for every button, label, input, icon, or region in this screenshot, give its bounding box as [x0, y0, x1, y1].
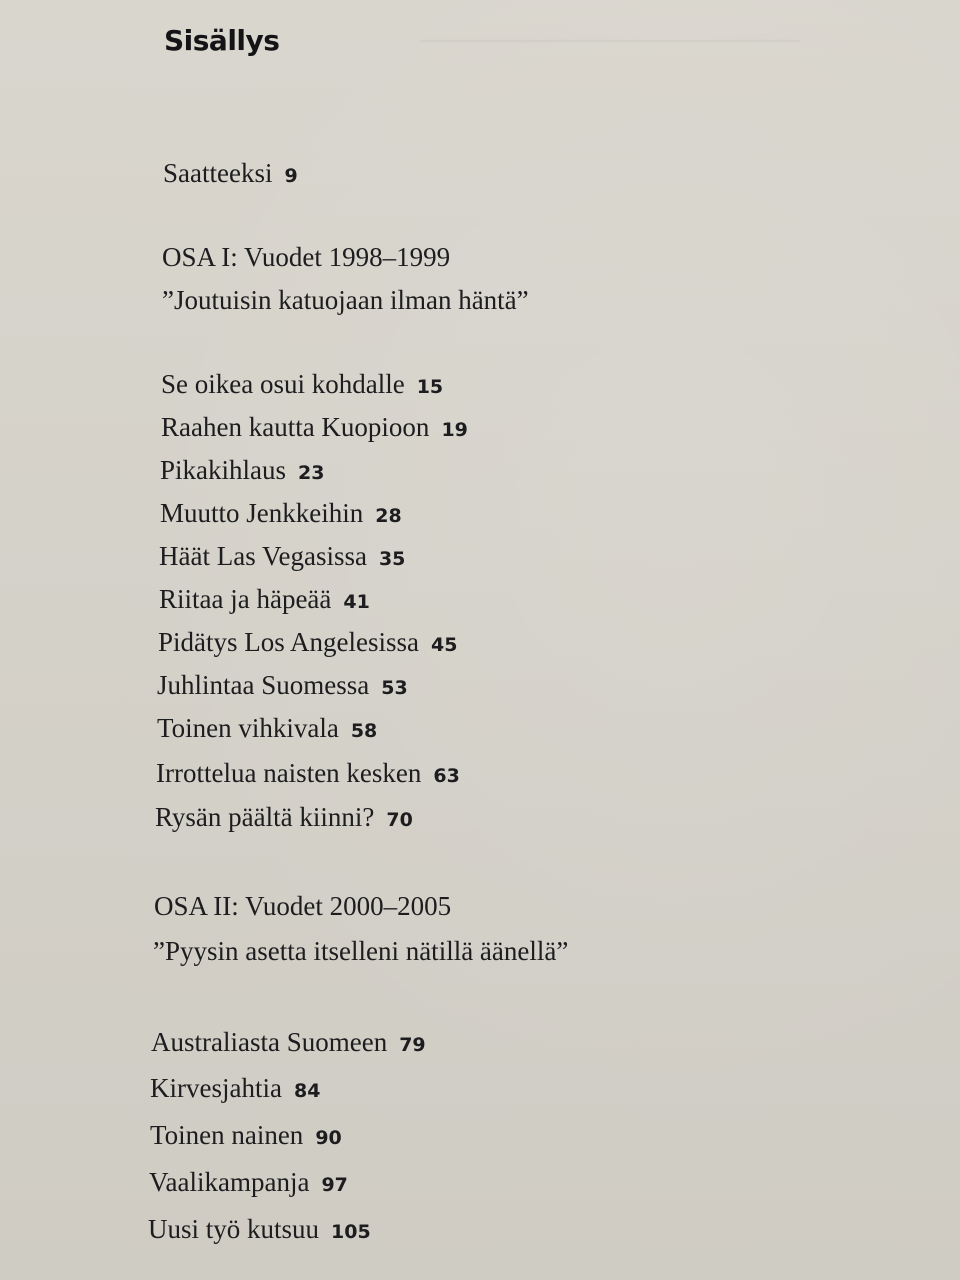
toc-entry — [151, 1029, 426, 1056]
toc-entry-label: Kirvesjahtia — [150, 1073, 282, 1103]
toc-entry-page: 15 — [416, 376, 444, 398]
toc-entry-label: Rysän päältä kiinni? — [155, 802, 375, 832]
toc-entry-page: 79 — [399, 1034, 426, 1056]
toc-entry — [149, 1169, 348, 1196]
toc-entry-page: 97 — [321, 1174, 348, 1196]
toc-entry — [158, 629, 457, 656]
toc-entry-label: Saatteeksi — [163, 158, 273, 188]
toc-entry-page: 9 — [284, 165, 298, 187]
toc-entry-label: Raahen kautta Kuopioon — [161, 412, 430, 442]
toc-entry-page: 84 — [293, 1080, 321, 1102]
toc-entry-page: 53 — [381, 677, 408, 699]
toc-entry — [161, 414, 468, 441]
toc-entry — [157, 672, 408, 699]
toc-entry-page: 58 — [350, 720, 378, 742]
part1-heading: OSA I: Vuodet 1998–1999 — [162, 242, 451, 272]
toc-entry-page: 23 — [298, 462, 325, 484]
part2-subtitle: ”Pyysin asetta itselleni nätillä äänellä” — [153, 936, 569, 966]
toc-entry — [160, 457, 324, 484]
toc-entry-label: Irrottelua naisten kesken — [156, 758, 422, 788]
toc-entry — [150, 1122, 342, 1149]
toc-entry-page: 35 — [378, 548, 406, 570]
part1-subtitle: ”Joutuisin katuojaan ilman häntä” — [162, 285, 529, 315]
show-through-texture — [420, 40, 800, 162]
toc-entry-label: Riitaa ja häpeää — [159, 584, 332, 614]
toc-entry-label: Toinen vihkivala — [157, 713, 339, 743]
part2-heading: OSA II: Vuodet 2000–2005 — [154, 891, 452, 921]
toc-entry-label: Uusi työ kutsuu — [148, 1214, 320, 1244]
toc-entry-label: Australiasta Suomeen — [151, 1027, 388, 1057]
toc-entry — [150, 1075, 320, 1102]
toc-entry-label: Pidätys Los Angelesissa — [158, 627, 419, 657]
toc-entry — [157, 715, 377, 742]
toc-entry-label: Häät Las Vegasissa — [159, 541, 367, 571]
toc-entry-label: Toinen nainen — [150, 1120, 304, 1150]
toc-entry-page: 70 — [386, 809, 413, 831]
toc-entry — [155, 804, 413, 831]
toc-entry — [156, 760, 460, 787]
toc-entry-page: 90 — [315, 1127, 342, 1149]
toc-entry — [148, 1216, 371, 1243]
toc-entry-page: 105 — [331, 1221, 371, 1243]
toc-entry-page: 19 — [441, 419, 468, 441]
toc-entry-page: 41 — [343, 591, 370, 613]
toc-entry-page: 28 — [375, 505, 402, 527]
toc-entry — [160, 500, 402, 527]
toc-entry-intro — [163, 160, 298, 187]
toc-entry-label: Juhlintaa Suomessa — [157, 670, 370, 700]
toc-entry-page: 45 — [431, 634, 458, 656]
toc-entry — [161, 371, 443, 398]
toc-entry-label: Pikakihlaus — [160, 455, 286, 485]
toc-entry-label: Se oikea osui kohdalle — [161, 369, 405, 399]
toc-entry-label: Muutto Jenkkeihin — [160, 498, 364, 528]
toc-entry — [159, 543, 405, 570]
toc-entry-page: 63 — [433, 765, 460, 787]
toc-entry — [159, 586, 370, 613]
toc-entry-label: Vaalikampanja — [149, 1167, 310, 1197]
page-title: Sisällys — [164, 24, 280, 57]
